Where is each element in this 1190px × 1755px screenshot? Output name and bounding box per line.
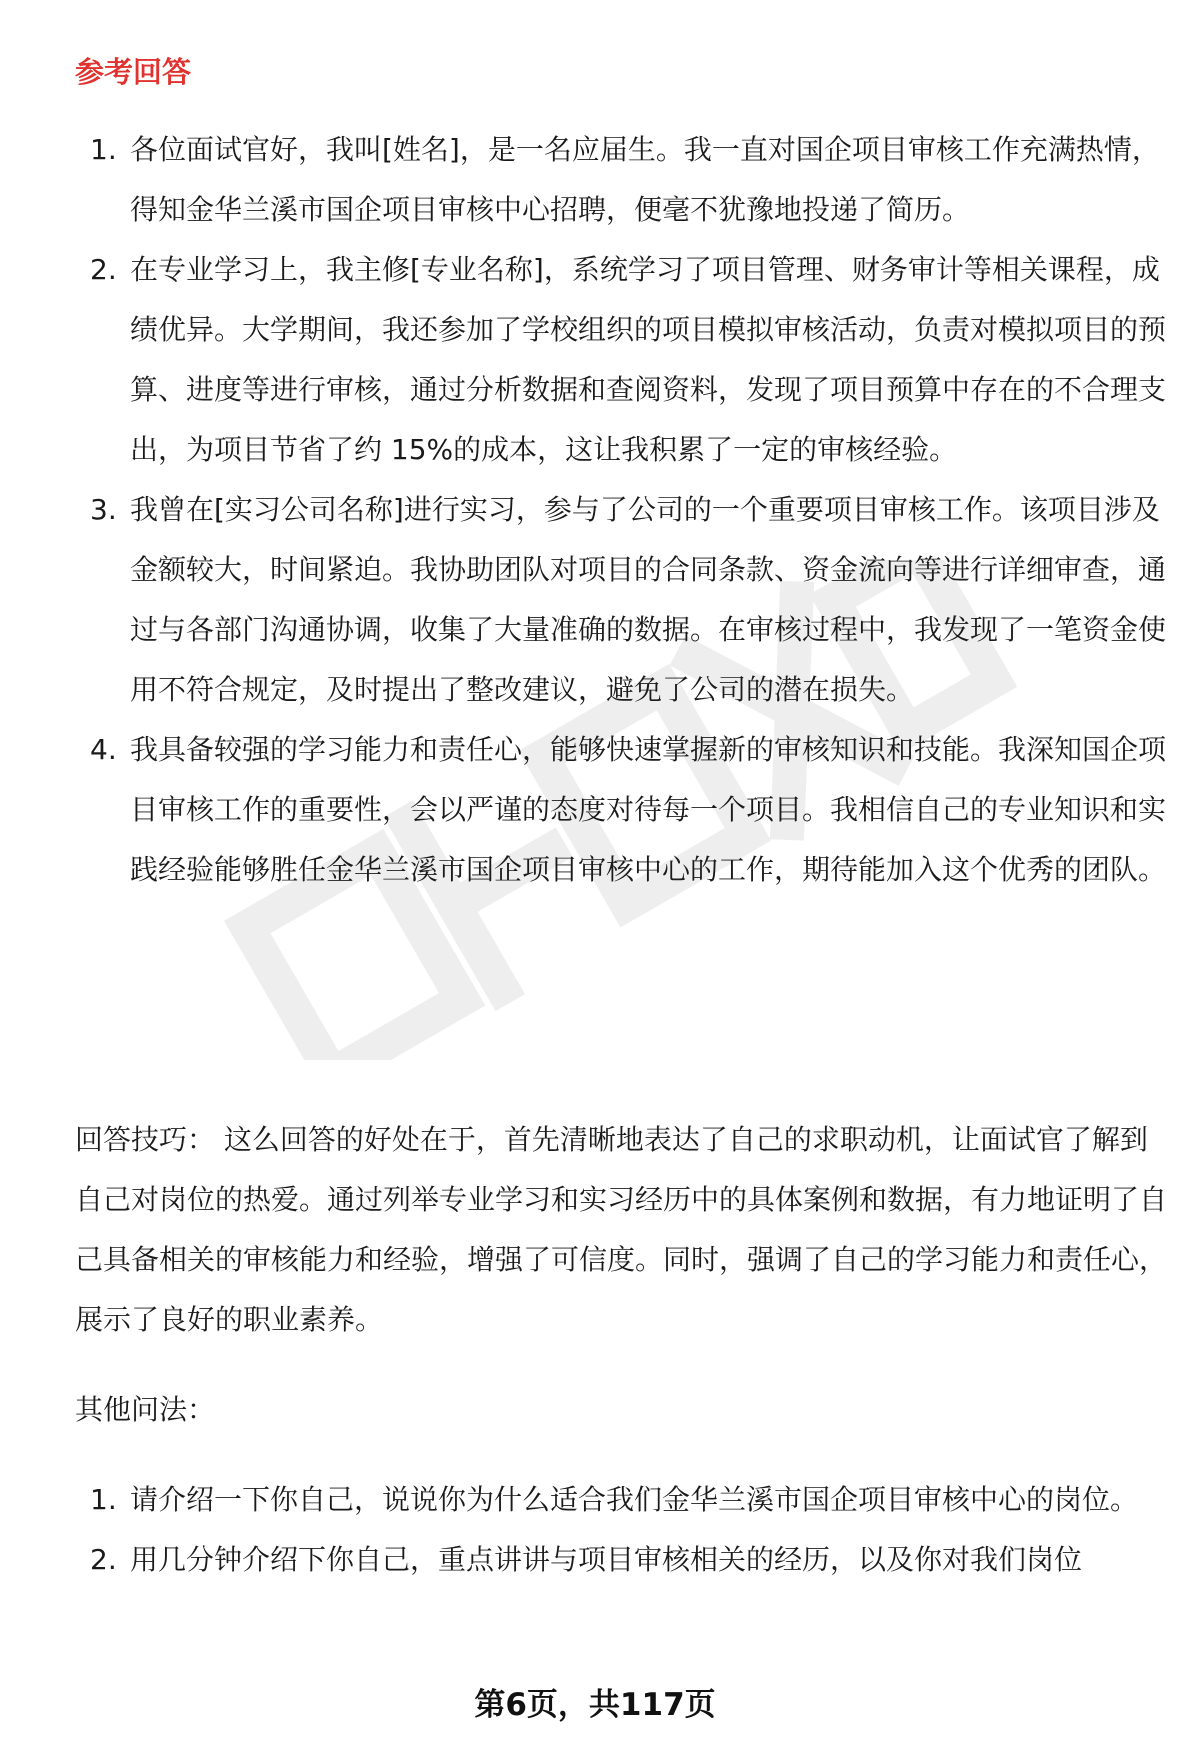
list-item-number: 2. [90,1543,117,1576]
list-item [75,240,1170,480]
section-title: 参考回答 [75,55,192,89]
other-questions-list [75,1470,1170,1590]
list-item-number: 3. [90,493,117,526]
list-item-text: 在专业学习上，我主修[专业名称]，系统学习了项目管理、财务审计等相关课程，成绩优异。大学期间，我还参加了学校组织的项目模拟审核活动，负责对模拟项目的预算、进度等进行审核，通过分析数据和查阅资料，发现了项目预算中存在的不合理支出，为项目节省了约 15%的成本，这让我积累了一定的审核经验。 [130,253,1167,466]
answer-tips: 回答技巧： 这么回答的好处在于，首先清晰地表达了自己的求职动机，让面试官了解到自己对岗位的热爱。通过列举专业学习和实习经历中的具体案例和数据，有力地证明了自己具备相关的审核能力和经验，增强了可信度。同时，强调了自己的学习能力和责任心，展示了良好的职业素养。 [75,1123,1168,1336]
list-item-text: 我曾在[实习公司名称]进行实习，参与了公司的一个重要项目审核工作。该项目涉及金额较大，时间紧迫。我协助团队对项目的合同条款、资金流向等进行详细审查，通过与各部门沟通协调，收集了大量准确的数据。在审核过程中，我发现了一笔资金使用不符合规定，及时提出了整改建议，避免了公司的潜在损失。 [130,493,1167,706]
list-item-number: 2. [90,253,117,286]
list-item-text: 用几分钟介绍下你自己，重点讲讲与项目审核相关的经历，以及你对我们岗位 [130,1543,1083,1576]
list-item-number: 4. [90,733,117,766]
answer-list [75,120,1170,900]
list-item [75,480,1170,720]
other-questions-title: 其他问法： [75,1393,216,1426]
list-item-text: 请介绍一下你自己，说说你为什么适合我们金华兰溪市国企项目审核中心的岗位。 [130,1483,1139,1516]
list-item-text: 我具备较强的学习能力和责任心，能够快速掌握新的审核知识和技能。我深知国企项目审核工作的重要性，会以严谨的态度对待每一个项目。我相信自己的专业知识和实践经验能够胜任金华兰溪市国企项目审核中心的工作，期待能加入这个优秀的团队。 [130,733,1167,886]
page-footer: 第6页，共117页 [474,1687,716,1723]
list-item [75,720,1170,900]
list-item-number: 1. [90,133,117,166]
list-item [75,120,1170,240]
list-item-number: 1. [90,1483,117,1516]
list-item [75,1530,1170,1590]
list-item-text: 各位面试官好，我叫[姓名]，是一名应届生。我一直对国企项目审核工作充满热情，得知金华兰溪市国企项目审核中心招聘，便毫不犹豫地投递了简历。 [130,133,1160,226]
list-item [75,1470,1170,1530]
